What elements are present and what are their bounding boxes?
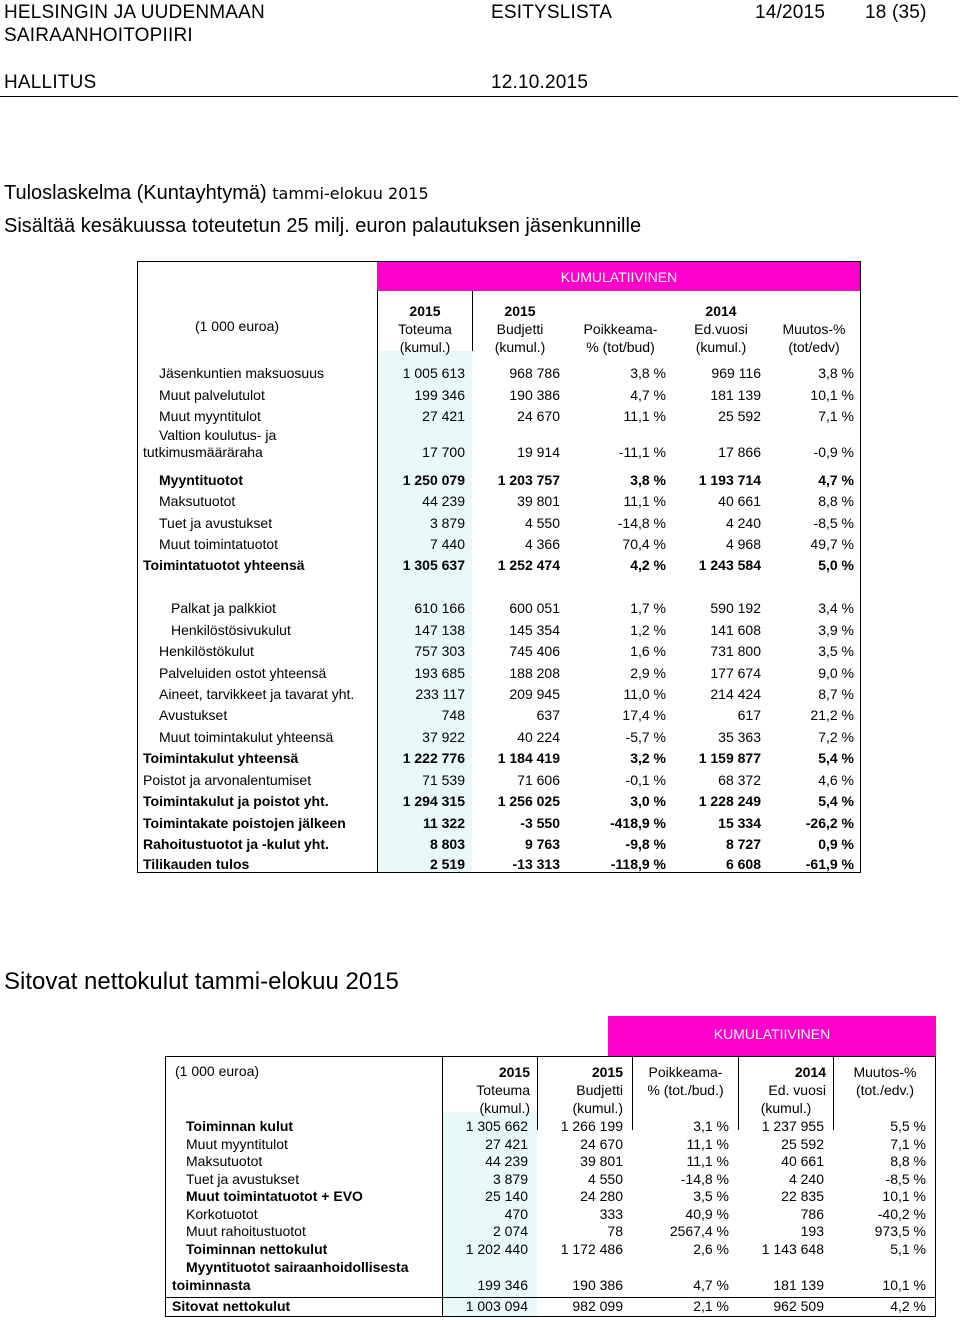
cell-budget: 982 099 [572, 1298, 623, 1314]
cell-prev-year: 141 608 [710, 622, 761, 638]
row-label-cont: toiminnasta [172, 1277, 251, 1293]
cell-actual: 199 346 [477, 1277, 528, 1293]
col-header-prev-year-name: Ed. vuosi [768, 1082, 826, 1098]
row-label: Muut myyntitulot [186, 1136, 288, 1152]
section1-title-main: Tuloslaskelma (Kuntayhtymä) [4, 182, 267, 204]
cell-change: 49,7 % [810, 536, 854, 552]
cell-change: 5,1 % [890, 1241, 926, 1257]
row-label: Myyntituotot [159, 472, 243, 488]
cell-budget: 637 [536, 707, 560, 723]
cell-deviation: 2567,4 % [669, 1223, 729, 1239]
table-row [165, 1241, 936, 1259]
col-header-budget-note: (kumul.) [572, 1100, 623, 1116]
table-row [137, 472, 861, 492]
cell-prev-year: 1 228 249 [698, 793, 761, 809]
cell-prev-year: 1 193 714 [698, 472, 761, 488]
cell-prev-year: 962 509 [773, 1298, 824, 1314]
table-row [137, 427, 861, 465]
cell-prev-year: 17 866 [718, 444, 761, 460]
cell-prev-year: 1 143 648 [761, 1241, 824, 1257]
row-label: Aineet, tarvikkeet ja tavarat yht. [159, 686, 355, 702]
cell-actual: 11 322 [422, 815, 465, 831]
row-label: Jäsenkuntien maksuosuus [159, 365, 324, 381]
cell-budget: 145 354 [509, 622, 560, 638]
binding-net-costs-table [165, 1016, 936, 1317]
row-label: Maksutuotot [186, 1153, 263, 1169]
cell-deviation: 3,2 % [630, 750, 666, 766]
cell-budget: 24 280 [580, 1188, 623, 1204]
cell-budget: 745 406 [509, 643, 560, 659]
cell-actual: 37 922 [422, 729, 465, 745]
table-row [137, 772, 861, 792]
cell-budget: 333 [599, 1206, 623, 1222]
cell-change: 4,6 % [818, 772, 854, 788]
row-label: Toimintakate poistojen jälkeen [143, 815, 346, 831]
cell-change: 4,2 % [890, 1298, 926, 1314]
cell-change: 3,4 % [818, 600, 854, 616]
table-row [165, 1136, 936, 1154]
meeting-date: 12.10.2015 [491, 72, 589, 93]
cell-deviation: 1,2 % [630, 622, 666, 638]
cell-deviation: 2,9 % [630, 665, 666, 681]
cell-budget: 4 550 [587, 1171, 623, 1187]
cell-actual: 1 294 315 [402, 793, 465, 809]
col-header-deviation-note: % (tot/bud) [586, 339, 655, 355]
col-header-budget-year: 2015 [504, 303, 536, 319]
col-header-change-blank [769, 302, 859, 320]
col-header-actual-name: Toteuma [398, 321, 452, 337]
col-header-prev-year-year: 2014 [705, 303, 737, 319]
income-statement-table [137, 261, 861, 873]
cell-prev-year: 25 592 [781, 1136, 824, 1152]
col-header-prev-year-note: (kumul.) [695, 339, 747, 355]
cell-change: 9,0 % [818, 665, 854, 681]
row-label: Henkilöstösivukulut [171, 622, 291, 638]
cumulative-band-label: KUMULATIIVINEN [713, 1026, 831, 1042]
cell-prev-year: 214 424 [710, 686, 761, 702]
cell-prev-year: 15 334 [718, 815, 761, 831]
cell-actual: 25 140 [485, 1188, 528, 1204]
body-name: HALLITUS [4, 72, 97, 93]
table-row [137, 622, 861, 642]
cell-deviation: 11,1 % [623, 408, 666, 424]
cell-change: 21,2 % [810, 707, 854, 723]
cell-change: 973,5 % [874, 1223, 926, 1239]
cell-actual: 610 166 [414, 600, 465, 616]
unit-label: (1 000 euroa) [194, 318, 280, 334]
col-header-actual-note: (kumul.) [399, 339, 451, 355]
cell-budget: 1 172 486 [560, 1241, 623, 1257]
cell-prev-year: 8 727 [725, 836, 761, 852]
cell-deviation: 11,1 % [686, 1153, 729, 1169]
cell-change: 8,8 % [890, 1153, 926, 1169]
cell-change: 5,4 % [818, 793, 854, 809]
cell-actual: 1 222 776 [402, 750, 465, 766]
cell-change: 3,5 % [818, 643, 854, 659]
cell-prev-year: 4 240 [725, 515, 761, 531]
cell-change: 10,1 % [882, 1277, 926, 1293]
col-header-change-note: (tot/edv) [788, 339, 840, 355]
doc-number: 14/2015 [755, 2, 826, 23]
row-label: Tuet ja avustukset [159, 515, 273, 531]
cell-deviation: 40,9 % [685, 1206, 729, 1222]
table-row [137, 536, 861, 556]
cell-budget: 1 252 474 [497, 557, 560, 573]
row-label: Palkat ja palkkiot [171, 600, 277, 616]
cell-budget: -3 550 [520, 815, 560, 831]
cell-deviation: -5,7 % [625, 729, 666, 745]
col-header-deviation-note: % (tot./bud.) [647, 1082, 724, 1098]
cell-actual: 7 440 [429, 536, 465, 552]
table-row [165, 1118, 936, 1136]
cell-budget: -13 313 [512, 856, 560, 872]
row-label: Muut myyntitulot [159, 408, 261, 424]
table-row [137, 557, 861, 577]
header-divider [0, 96, 958, 97]
cell-deviation: 2,1 % [693, 1298, 729, 1314]
page-number: 18 (35) [865, 2, 927, 23]
cumulative-band-label: KUMULATIIVINEN [560, 269, 678, 285]
cell-actual: 1 005 613 [402, 365, 465, 381]
cell-deviation: 4,7 % [630, 387, 666, 403]
cell-deviation: 3,0 % [630, 793, 666, 809]
cell-prev-year: 4 968 [725, 536, 761, 552]
cell-actual: 1 003 094 [465, 1298, 528, 1314]
cell-budget: 9 763 [524, 836, 560, 852]
cell-budget: 209 945 [509, 686, 560, 702]
cell-prev-year: 177 674 [710, 665, 761, 681]
row-label: Muut toimintatuotot + EVO [186, 1188, 363, 1204]
row-label: Toiminnan kulut [186, 1118, 294, 1134]
table-row [137, 707, 861, 727]
cell-budget: 78 [607, 1223, 623, 1239]
row-label: Tuet ja avustukset [186, 1171, 300, 1187]
cell-budget: 1 203 757 [497, 472, 560, 488]
cell-change: 7,2 % [818, 729, 854, 745]
col-header-budget-year: 2015 [591, 1064, 623, 1080]
row-label: Palveluiden ostot yhteensä [159, 665, 327, 681]
cell-deviation: 11,1 % [623, 493, 666, 509]
cell-budget: 24 670 [580, 1136, 623, 1152]
cell-deviation: 3,8 % [630, 472, 666, 488]
cell-deviation: 3,5 % [693, 1188, 729, 1204]
cell-budget: 19 914 [517, 444, 560, 460]
cell-budget: 39 801 [517, 493, 560, 509]
table-row [137, 686, 861, 706]
cell-actual: 199 346 [414, 387, 465, 403]
cell-change: -8,5 % [885, 1171, 926, 1187]
table-row [137, 793, 861, 813]
cell-deviation: 17,4 % [622, 707, 666, 723]
table-row [137, 665, 861, 685]
col-header-budget [539, 1063, 631, 1117]
cell-budget: 1 266 199 [560, 1118, 623, 1134]
cell-deviation: 11,0 % [623, 686, 666, 702]
table-row [137, 815, 861, 835]
cell-prev-year: 181 139 [773, 1277, 824, 1293]
col-header-deviation-name: Poikkeama- [648, 1064, 723, 1080]
cell-actual: 470 [504, 1206, 528, 1222]
cell-actual: 2 519 [429, 856, 465, 872]
cell-actual: 17 700 [422, 444, 465, 460]
table-row [165, 1259, 936, 1295]
cell-deviation: -11,1 % [618, 444, 666, 460]
row-label: Maksutuotot [159, 493, 236, 509]
row-label: Toiminnan nettokulut [186, 1241, 328, 1257]
col-header-prev-year [675, 302, 767, 356]
row-label: Avustukset [159, 707, 228, 723]
col-header-deviation-blank [568, 302, 673, 320]
cell-budget: 190 386 [572, 1277, 623, 1293]
table-row [165, 1171, 936, 1189]
cell-prev-year: 786 [800, 1206, 824, 1222]
cell-change: 8,8 % [818, 493, 854, 509]
section1-title [4, 182, 429, 205]
cell-prev-year: 4 240 [788, 1171, 824, 1187]
cell-deviation: -14,8 % [680, 1171, 729, 1187]
cell-deviation: 4,7 % [693, 1277, 729, 1293]
col-header-actual-name: Toteuma [476, 1082, 530, 1098]
cell-actual: 1 305 637 [402, 557, 465, 573]
cell-prev-year: 1 243 584 [698, 557, 761, 573]
row-label-cont: tutkimusmääräraha [143, 444, 263, 460]
row-label: Poistot ja arvonalentumiset [143, 772, 312, 788]
col-header-actual [444, 1063, 536, 1117]
cell-prev-year: 969 116 [711, 365, 761, 381]
cell-actual: 1 202 440 [465, 1241, 528, 1257]
section1-subtitle: Sisältää kesäkuussa toteutetun 25 milj. euron palautuksen jäsenkunnille [4, 215, 642, 237]
col-header-change [769, 302, 859, 356]
cell-actual: 3 879 [492, 1171, 528, 1187]
table-row [137, 515, 861, 535]
cell-prev-year: 25 592 [718, 408, 761, 424]
table-row [137, 836, 861, 856]
cell-deviation: 4,2 % [630, 557, 666, 573]
cell-budget: 968 786 [509, 365, 560, 381]
doc-type: ESITYSLISTA [491, 2, 613, 23]
row-label: Korkotuotot [186, 1206, 258, 1222]
cell-prev-year: 35 363 [718, 729, 761, 745]
cell-change: 7,1 % [890, 1136, 926, 1152]
cell-change: 5,4 % [818, 750, 854, 766]
cell-actual: 44 239 [422, 493, 465, 509]
cell-change: 10,1 % [882, 1188, 926, 1204]
cell-deviation: 1,6 % [630, 643, 666, 659]
table-row [137, 408, 861, 428]
cell-prev-year: 1 159 877 [698, 750, 761, 766]
cell-budget: 24 670 [517, 408, 560, 424]
cell-budget: 39 801 [580, 1153, 623, 1169]
cell-actual: 71 539 [422, 772, 465, 788]
cell-prev-year: 40 661 [718, 493, 761, 509]
col-header-prev-year-year: 2014 [794, 1064, 826, 1080]
cell-prev-year: 22 835 [781, 1188, 824, 1204]
cell-prev-year: 731 800 [710, 643, 761, 659]
unit-label: (1 000 euroa) [175, 1063, 260, 1079]
cell-change: 8,7 % [818, 686, 854, 702]
cell-deviation: -418,9 % [609, 815, 666, 831]
cell-prev-year: 68 372 [718, 772, 761, 788]
cell-actual: 8 803 [429, 836, 465, 852]
cell-actual: 757 303 [414, 643, 465, 659]
row-label: Valtion koulutus- ja [159, 427, 277, 443]
cell-budget: 600 051 [509, 600, 560, 616]
cell-prev-year: 181 139 [710, 387, 761, 403]
cell-budget: 40 224 [517, 729, 560, 745]
table-row [137, 856, 861, 876]
cell-deviation: -14,8 % [617, 515, 666, 531]
cell-budget: 190 386 [509, 387, 560, 403]
cell-change: 10,1 % [810, 387, 854, 403]
cell-deviation: -118,9 % [610, 856, 666, 872]
cell-change: -61,9 % [805, 856, 854, 872]
col-header-budget [474, 302, 566, 356]
cell-deviation: 2,6 % [693, 1241, 729, 1257]
cell-prev-year: 1 237 955 [761, 1118, 824, 1134]
col-header-deviation [568, 302, 673, 356]
row-label: Toimintakulut ja poistot yht. [143, 793, 329, 809]
cell-prev-year: 193 [800, 1223, 824, 1239]
section1-title-period: tammi-elokuu 2015 [272, 184, 429, 203]
row-label: Muut palvelutulot [159, 387, 265, 403]
table-row [137, 493, 861, 513]
cell-change: 0,9 % [818, 836, 854, 852]
cell-actual: 147 138 [414, 622, 465, 638]
cell-budget: 188 208 [509, 665, 560, 681]
cell-budget: 4 550 [524, 515, 560, 531]
row-label: Muut toimintakulut yhteensä [159, 729, 334, 745]
table-row [137, 387, 861, 407]
org-name-line2: SAIRAANHOITOPIIRI [4, 25, 193, 46]
cell-change: 5,5 % [890, 1118, 926, 1134]
cell-prev-year: 6 608 [725, 856, 761, 872]
cell-change: 5,0 % [818, 557, 854, 573]
col-header-actual-note: (kumul.) [479, 1100, 530, 1116]
cell-actual: 27 421 [485, 1136, 528, 1152]
cell-change: -0,9 % [813, 444, 854, 460]
cell-actual: 193 685 [414, 665, 465, 681]
table-row [165, 1223, 936, 1241]
cell-actual: 27 421 [422, 408, 465, 424]
row-label: Toimintatuotot yhteensä [143, 557, 305, 573]
table-row [165, 1206, 936, 1224]
row-label: Toimintakulut yhteensä [143, 750, 299, 766]
cell-deviation: 1,7 % [630, 600, 666, 616]
cell-actual: 2 074 [492, 1223, 528, 1239]
col-header-change [835, 1063, 935, 1099]
cell-deviation: 11,1 % [686, 1136, 729, 1152]
column-divider-2 [472, 291, 473, 351]
col-header-budget-name: Budjetti [576, 1082, 623, 1098]
table-row [137, 643, 861, 663]
col-header-change-name: Muutos-% [853, 1064, 917, 1080]
cell-actual: 44 239 [485, 1153, 528, 1169]
col-header-change-note: (tot./edv.) [855, 1082, 915, 1098]
table-row [137, 600, 861, 620]
table-row [165, 1153, 936, 1171]
table-row [165, 1188, 936, 1206]
cell-actual: 1 305 662 [465, 1118, 528, 1134]
cell-actual: 3 879 [429, 515, 465, 531]
cell-budget: 4 366 [524, 536, 560, 552]
cell-budget: 71 606 [517, 772, 560, 788]
cell-change: 4,7 % [818, 472, 854, 488]
cell-actual: 1 250 079 [402, 472, 465, 488]
cell-change: 3,8 % [818, 365, 854, 381]
cell-change: -26,2 % [805, 815, 854, 831]
cell-actual: 748 [441, 707, 465, 723]
section2-title: Sitovat nettokulut tammi-elokuu 2015 [4, 968, 399, 995]
col-header-budget-name: Budjetti [496, 321, 544, 337]
cell-prev-year: 590 192 [710, 600, 761, 616]
col-header-change-name: Muutos-% [782, 321, 846, 337]
cell-deviation: 3,8 % [630, 365, 666, 381]
table-row [165, 1298, 936, 1316]
col-header-deviation-name: Poikkeama- [583, 321, 658, 337]
col-header-prev-year [740, 1063, 832, 1117]
cell-budget: 1 184 419 [497, 750, 560, 766]
cell-deviation: 3,1 % [693, 1118, 729, 1134]
col-header-actual-year: 2015 [498, 1064, 530, 1080]
cell-change: 3,9 % [818, 622, 854, 638]
cell-change: -40,2 % [877, 1206, 926, 1222]
row-label: Henkilöstökulut [159, 643, 254, 659]
org-name-line1: HELSINGIN JA UUDENMAAN [4, 2, 265, 23]
col-header-actual-year: 2015 [409, 303, 441, 319]
cell-budget: 1 256 025 [497, 793, 560, 809]
row-label: Tilikauden tulos [143, 856, 250, 872]
cell-prev-year: 40 661 [781, 1153, 824, 1169]
col-header-prev-year-name: Ed.vuosi [694, 321, 748, 337]
row-label: Muut rahoitustuotot [186, 1223, 306, 1239]
cell-deviation: 70,4 % [622, 536, 666, 552]
row-label: Rahoitustuotot ja -kulut yht. [143, 836, 329, 852]
cell-change: 7,1 % [818, 408, 854, 424]
table-row [137, 750, 861, 770]
cell-prev-year: 617 [737, 707, 761, 723]
cell-actual: 233 117 [415, 686, 465, 702]
col-header-actual [379, 302, 471, 356]
row-label: Sitovat nettokulut [172, 1298, 291, 1314]
row-label: Muut toimintatuotot [159, 536, 279, 552]
table-row [137, 365, 861, 385]
col-header-prev-year-note: (kumul.) [760, 1100, 812, 1116]
row-label: Myyntituotot sairaanhoidollisesta [186, 1259, 409, 1275]
col-header-deviation [634, 1063, 737, 1099]
cell-change: -8,5 % [813, 515, 854, 531]
cell-deviation: -0,1 % [625, 772, 666, 788]
col-header-budget-note: (kumul.) [494, 339, 546, 355]
cumulative-band [608, 1016, 936, 1056]
table-row [137, 729, 861, 749]
cell-deviation: -9,8 % [625, 836, 666, 852]
